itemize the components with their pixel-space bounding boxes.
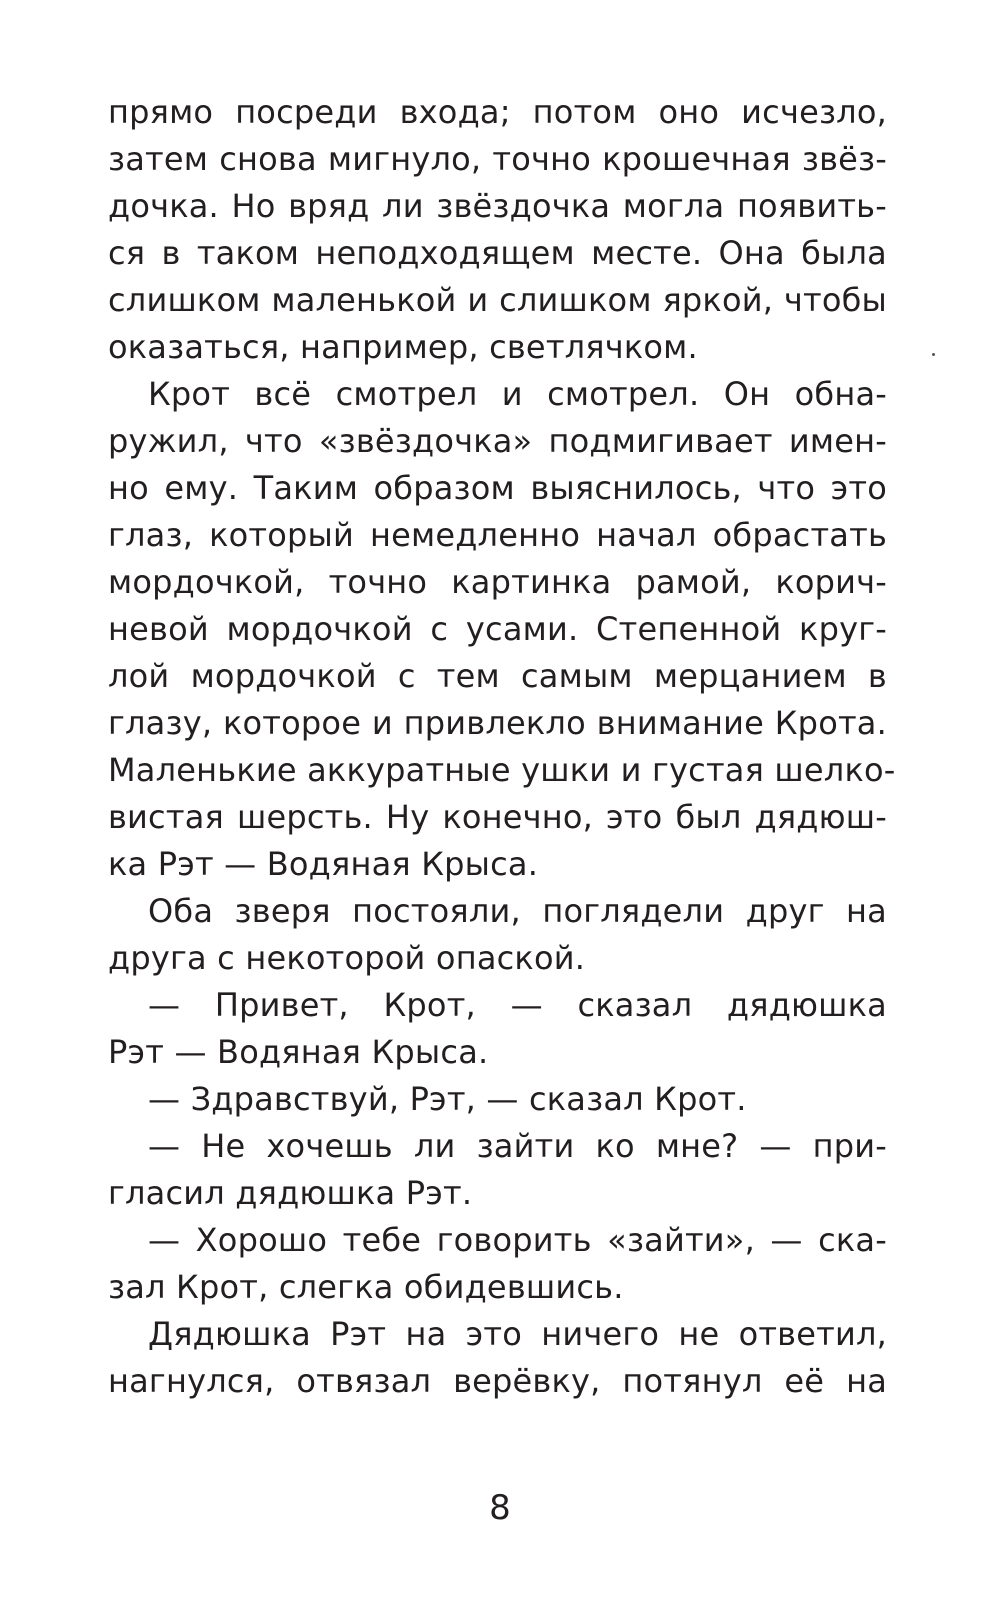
text-line: затем снова мигнуло, точно крошечная звёз- bbox=[108, 140, 887, 178]
text-line: Оба зверя постояли, поглядели друг на bbox=[148, 892, 887, 930]
text-line: Рэт — Водяная Крыса. bbox=[108, 1033, 489, 1071]
text-line: ружил, что «звёздочка» подмигивает имен- bbox=[108, 422, 887, 460]
text-line: невой мордочкой с усами. Степенной круг- bbox=[108, 610, 887, 648]
text-line: друга с некоторой опаской. bbox=[108, 939, 586, 977]
text-line: — Хорошо тебе говорить «зайти», — ска- bbox=[148, 1221, 887, 1259]
text-line: но ему. Таким образом выяснилось, что это bbox=[108, 469, 887, 507]
page-number: 8 bbox=[489, 1488, 511, 1528]
text-line: ка Рэт — Водяная Крыса. bbox=[108, 845, 539, 883]
text-line: вистая шерсть. Ну конечно, это был дядюш- bbox=[108, 798, 887, 836]
text-line: Крот всё смотрел и смотрел. Он обна- bbox=[148, 375, 887, 413]
text-line: лой мордочкой с тем самым мерцанием в bbox=[108, 657, 887, 695]
text-line: ся в таком неподходящем месте. Она была bbox=[108, 234, 887, 272]
text-line: оказаться, например, светлячком. bbox=[108, 328, 698, 366]
text-line: глазу, которое и привлекло внимание Крота. bbox=[108, 704, 887, 742]
text-line: Маленькие аккуратные ушки и густая шелко- bbox=[108, 751, 896, 789]
text-line: дочка. Но вряд ли звёздочка могла появить- bbox=[108, 187, 887, 225]
text-line: прямо посреди входа; потом оно исчезло, bbox=[108, 93, 887, 131]
text-line: нагнулся, отвязал верёвку, потянул её на bbox=[108, 1362, 887, 1400]
text-line: гласил дядюшка Рэт. bbox=[108, 1174, 473, 1212]
text-line: — Не хочешь ли зайти ко мне? — при- bbox=[148, 1127, 887, 1165]
text-line: слишком маленькой и слишком яркой, чтобы bbox=[108, 281, 887, 319]
text-line: — Здравствуй, Рэт, — сказал Крот. bbox=[148, 1080, 747, 1118]
text-line: — Привет, Крот, — сказал дядюшка bbox=[148, 986, 887, 1024]
text-line: зал Крот, слегка обидевшись. bbox=[108, 1268, 624, 1306]
text-line: Дядюшка Рэт на это ничего не ответил, bbox=[148, 1315, 887, 1353]
text-line: мордочкой, точно картинка рамой, корич- bbox=[108, 563, 887, 601]
text-line: глаз, который немедленно начал обрастать bbox=[108, 516, 887, 554]
print-speck bbox=[932, 353, 935, 356]
